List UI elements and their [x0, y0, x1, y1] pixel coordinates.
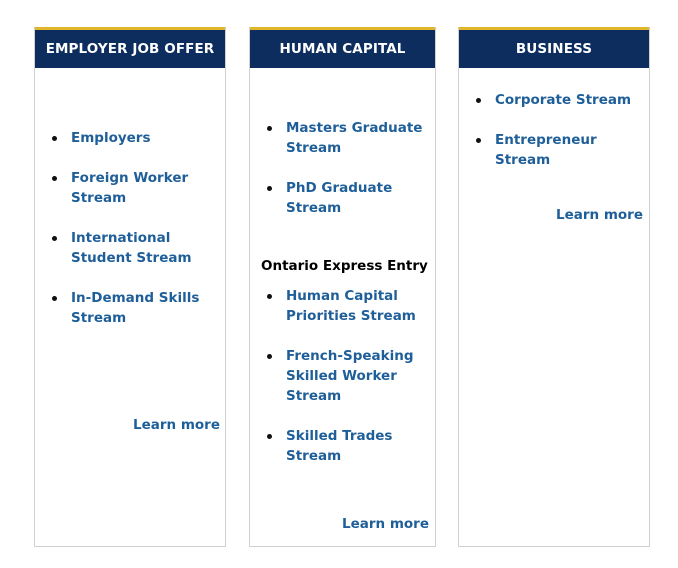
international-student-stream-link[interactable]: International Student Stream — [71, 230, 192, 266]
express-entry-heading: Ontario Express Entry — [261, 258, 428, 274]
list-item — [286, 346, 431, 406]
learn-more-link[interactable]: Learn more — [342, 516, 429, 532]
human-capital-card — [249, 27, 436, 547]
french-speaking-skilled-worker-stream-link[interactable]: French-Speaking Skilled Worker Stream — [286, 348, 414, 404]
phd-graduate-stream-link[interactable]: PhD Graduate Stream — [286, 180, 393, 216]
stream-list — [286, 118, 431, 238]
list-item — [71, 128, 221, 148]
stream-list — [71, 128, 221, 348]
masters-graduate-stream-link[interactable]: Masters Graduate Stream — [286, 120, 423, 156]
skilled-trades-stream-link[interactable]: Skilled Trades Stream — [286, 428, 393, 464]
card-title: EMPLOYER JOB OFFER — [35, 27, 225, 68]
list-item — [286, 426, 431, 466]
employer-job-offer-card — [34, 27, 226, 547]
corporate-stream-link[interactable]: Corporate Stream — [495, 92, 632, 108]
list-item — [495, 130, 645, 170]
list-item — [286, 178, 431, 218]
list-item — [71, 168, 221, 208]
card-title: HUMAN CAPITAL — [250, 27, 435, 68]
employers-link[interactable]: Employers — [71, 130, 151, 146]
learn-more-link[interactable]: Learn more — [556, 207, 643, 223]
list-item — [495, 90, 645, 110]
human-capital-priorities-stream-link[interactable]: Human Capital Priorities Stream — [286, 288, 416, 324]
in-demand-skills-stream-link[interactable]: In-Demand Skills Stream — [71, 290, 200, 326]
list-item — [71, 288, 221, 328]
list-item — [71, 228, 221, 268]
express-entry-list — [286, 286, 431, 486]
card-title: BUSINESS — [459, 27, 649, 68]
list-item — [286, 286, 431, 326]
stream-list — [495, 90, 645, 190]
business-card — [458, 27, 650, 547]
foreign-worker-stream-link[interactable]: Foreign Worker Stream — [71, 170, 189, 206]
entrepreneur-stream-link[interactable]: Entrepreneur Stream — [495, 132, 597, 168]
learn-more-link[interactable]: Learn more — [133, 417, 220, 433]
list-item — [286, 118, 431, 158]
